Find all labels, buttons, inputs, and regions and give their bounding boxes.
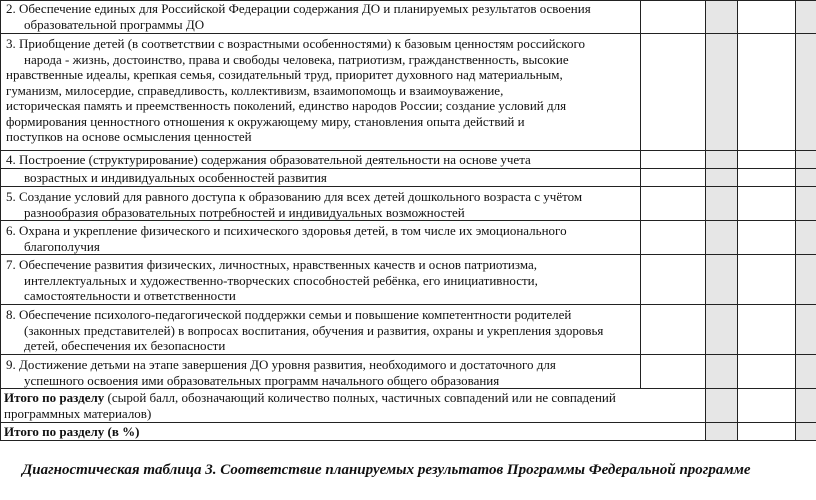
- score-cell[interactable]: [796, 187, 816, 221]
- item-cell: 9. Достижение детьми на этапе завершения ДО уровня развития, необходимого и достаточного для успешного освоения ими образовательных программ начального общего образования: [1, 355, 641, 389]
- score-cell[interactable]: [796, 255, 816, 305]
- item-cell: 2. Обеспечение единых для Российской Федерации содержания ДО и планируемых результатов освоения образовательной программы ДО: [1, 1, 641, 34]
- score-cell[interactable]: [796, 221, 816, 255]
- item-cell: 4. Построение (структурирование) содержания образовательной деятельности на основе учета: [1, 151, 641, 169]
- score-cell[interactable]: [738, 187, 796, 221]
- item-cell: 7. Обеспечение развития физических, личностных, нравственных качеств и основ патриотизма, интеллектуальных и художественно-творческих способностей ребёнка, его инициативности, самостоятельности и ответственности: [1, 255, 641, 305]
- score-cell[interactable]: [796, 169, 816, 187]
- score-cell[interactable]: [706, 151, 738, 169]
- score-cell[interactable]: [796, 389, 816, 423]
- score-cell[interactable]: [641, 34, 706, 151]
- item-cell: 6. Охрана и укрепление физического и психического здоровья детей, в том числе их эмоционального благополучия: [1, 221, 641, 255]
- table-row: [1, 355, 816, 389]
- score-cell[interactable]: [706, 169, 738, 187]
- score-cell[interactable]: [796, 34, 816, 151]
- score-cell[interactable]: [706, 389, 738, 423]
- table-row: [1, 305, 816, 355]
- total-row: [1, 389, 816, 423]
- score-cell[interactable]: [641, 1, 706, 34]
- score-cell[interactable]: [706, 221, 738, 255]
- score-cell[interactable]: [738, 423, 796, 441]
- table-caption: Диагностическая таблица 3. Соответствие планируемых результатов Программы Федеральной программе: [22, 462, 751, 478]
- score-cell[interactable]: [738, 355, 796, 389]
- score-cell[interactable]: [796, 151, 816, 169]
- score-cell[interactable]: [641, 255, 706, 305]
- score-cell[interactable]: [641, 355, 706, 389]
- item-cell: 5. Создание условий для равного доступа к образованию для всех детей дошкольного возраста с учётом разнообразия образовательных потребностей и индивидуальных возможностей: [1, 187, 641, 221]
- score-cell[interactable]: [706, 355, 738, 389]
- table-row: [1, 169, 816, 187]
- total-percent-row: [1, 423, 816, 441]
- score-cell[interactable]: [706, 255, 738, 305]
- score-cell[interactable]: [738, 169, 796, 187]
- score-cell[interactable]: [738, 1, 796, 34]
- score-cell[interactable]: [706, 1, 738, 34]
- score-cell[interactable]: [641, 169, 706, 187]
- score-cell[interactable]: [641, 305, 706, 355]
- score-cell[interactable]: [641, 187, 706, 221]
- score-cell[interactable]: [796, 423, 816, 441]
- table-row: [1, 221, 816, 255]
- item-cell: 8. Обеспечение психолого-педагогической поддержки семьи и повышение компетентности родителей (законных представителей) в вопросах воспитания, обучения и развития, охраны и укрепления здоровья детей, обеспечения их безопасности: [1, 305, 641, 355]
- total-percent-cell: Итого по разделу (в %): [1, 423, 706, 441]
- score-cell[interactable]: [738, 221, 796, 255]
- score-cell[interactable]: [641, 221, 706, 255]
- score-cell[interactable]: [738, 34, 796, 151]
- score-cell[interactable]: [738, 255, 796, 305]
- item-cell: 3. Приобщение детей (в соответствии с возрастными особенностями) к базовым ценностям российского народа - жизнь, достоинство, права и свободы человека, патриотизм, гражданственность, высокие нравственные идеалы, крепкая семья, созидательный труд, приоритет духовного над материальным, гуманизм, милосердие, справедливость, коллективизм, взаимопомощь и взаимоуважение, историческая память и преемственность поколений, единство народов России; создание условий для формирования ценностного отношения к окружающему миру, становления опыта действий и поступков на основе осмысления ценностей: [1, 34, 641, 151]
- item-cell: возрастных и индивидуальных особенностей развития: [1, 169, 641, 187]
- score-cell[interactable]: [796, 305, 816, 355]
- score-cell[interactable]: [738, 305, 796, 355]
- table-row: [1, 34, 816, 151]
- score-cell[interactable]: [706, 187, 738, 221]
- table-row: [1, 187, 816, 221]
- score-cell[interactable]: [706, 423, 738, 441]
- score-cell[interactable]: [738, 151, 796, 169]
- total-label: Итого по разделу: [4, 390, 105, 405]
- table-row: [1, 1, 816, 34]
- score-cell[interactable]: [796, 355, 816, 389]
- score-cell[interactable]: [706, 305, 738, 355]
- score-cell[interactable]: [641, 151, 706, 169]
- score-cell[interactable]: [706, 34, 738, 151]
- table-row: [1, 255, 816, 305]
- score-cell[interactable]: [796, 1, 816, 34]
- score-cell[interactable]: [738, 389, 796, 423]
- table-row: [1, 151, 816, 169]
- total-cell: Итого по разделу (сырой балл, обозначающий количество полных, частичных совпадений или не совпадений программных материалов): [1, 389, 706, 423]
